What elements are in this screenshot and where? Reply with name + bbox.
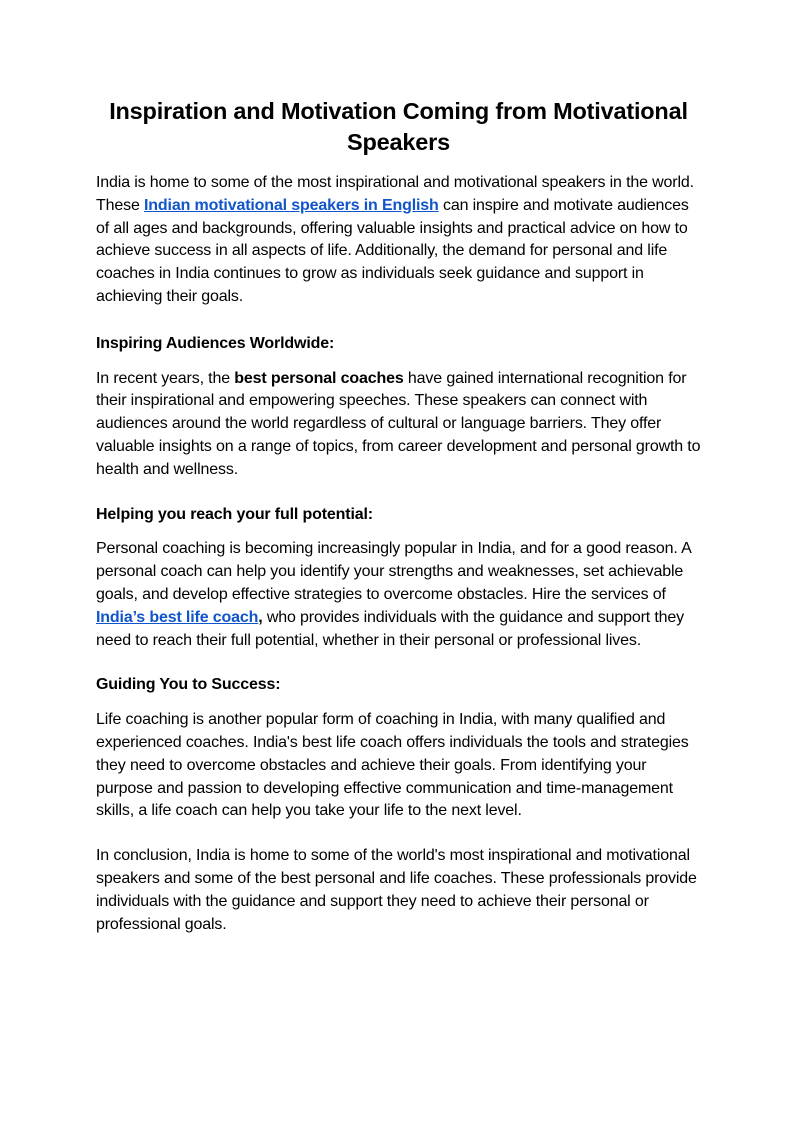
section-heading-potential: Helping you reach your full potential: (96, 505, 373, 523)
conclusion-paragraph: In conclusion, India is home to some of the world's most inspirational and motivational speakers and some of the best personal and life coaches. These professionals provide individuals with the guidance and support they need to achieve their personal or professional goals. (96, 847, 697, 933)
section2-comma: , (258, 608, 263, 626)
intro-paragraph (96, 172, 701, 309)
section-paragraph-success: Life coaching is another popular form of coaching in India, with many qualified and experienced coaches. India's best life coach offers individuals the tools and strategies they need to overcome obstacles and achieve their goals. From identifying your purpose and passion to developing effective communication and time-management skills, a life coach can help you take your life to the next level. (96, 711, 689, 820)
section-paragraph-potential (96, 538, 701, 652)
section2-text-end: who provides individuals with the guidance and support they need to reach their full potential, whether in their personal or professional lives. (96, 608, 685, 649)
section-heading-success: Guiding You to Success: (96, 676, 281, 694)
section1-text-start: In recent years, the (96, 369, 235, 387)
section-heading-inspiring: Inspiring Audiences Worldwide: (96, 334, 335, 352)
section1-text-end: have gained international recognition for their inspirational and empowering speeches. These speakers can connect with audiences around the world regardless of cultural or language barriers. They offer valuable insights on a range of topics, from career development and personal growth to health and wellness. (96, 369, 701, 478)
intro-text-end: can inspire and motivate audiences of all ages and backgrounds, offering valuable insights and practical advice on how to achieve success in all aspects of life. Additionally, the demand for personal and life coaches in India continues to grow as individuals seek guidance and support in achieving their goals. (96, 196, 689, 305)
indian-speakers-link[interactable]: Indian motivational speakers in English (144, 196, 439, 214)
document-page (96, 96, 701, 936)
best-life-coach-link[interactable]: India’s best life coach (96, 608, 259, 626)
intro-text-start: India is home to some of the most inspirational and motivational speakers in the world. These (96, 174, 694, 214)
section2-text-start: Personal coaching is becoming increasingly popular in India, and for a good reason. A personal coach can help you identify your strengths and weaknesses, set achievable goals, and develop effective strategies to overcome obstacles. Hire the services of (96, 540, 691, 603)
page-title: Inspiration and Motivation Coming from Motivational Speakers (109, 98, 688, 155)
best-personal-coaches-bold: best personal coaches (234, 369, 404, 387)
section-paragraph-inspiring (96, 368, 701, 482)
